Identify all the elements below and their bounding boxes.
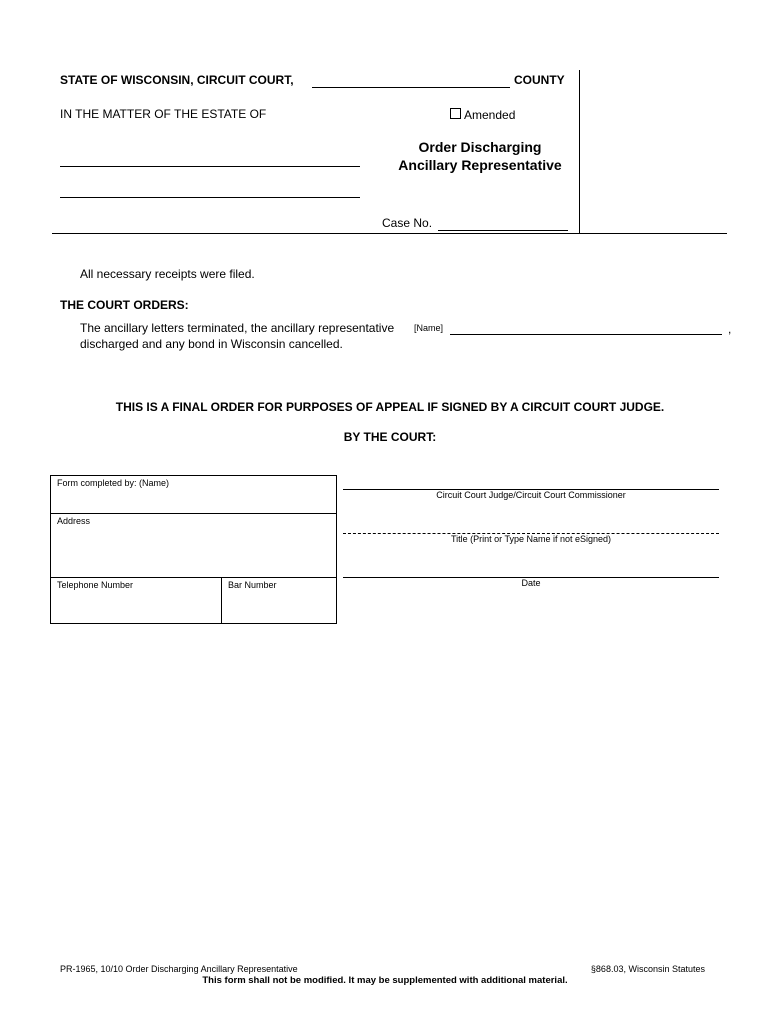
- amended-label: Amended: [464, 108, 516, 122]
- preparer-divider-1: [50, 513, 337, 514]
- statute-reference: §868.03, Wisconsin Statutes: [590, 964, 705, 974]
- by-the-court-label: BY THE COURT:: [343, 430, 437, 444]
- bar-number-label: Bar Number: [228, 580, 277, 590]
- judge-signature-label: Circuit Court Judge/Circuit Court Commissioner: [436, 490, 626, 500]
- bar-number-input[interactable]: [228, 598, 330, 612]
- decedent-name-input[interactable]: [60, 152, 360, 167]
- modification-notice: This form shall not be modified. It may be supplemented with additional material.: [202, 975, 568, 986]
- date-label: Date: [521, 578, 541, 588]
- receipts-statement: All necessary receipts were filed.: [80, 267, 255, 281]
- amended-checkbox[interactable]: [450, 108, 461, 119]
- address-label: Address: [57, 516, 91, 526]
- county-name-input[interactable]: [312, 73, 510, 88]
- order-comma: ,: [728, 322, 732, 336]
- order-text-line1: The ancillary letters terminated, the ancillary representative: [80, 321, 395, 335]
- representative-name-input[interactable]: [450, 320, 722, 335]
- name-tag: [Name]: [414, 323, 444, 333]
- case-number-label: Case No.: [382, 216, 433, 230]
- preparer-name-input[interactable]: [57, 492, 329, 506]
- county-label: COUNTY: [514, 73, 565, 87]
- court-orders-heading: THE COURT ORDERS:: [60, 298, 189, 312]
- final-order-notice: THIS IS A FINAL ORDER FOR PURPOSES OF APPEAL IF SIGNED BY A CIRCUIT COURT JUDGE.: [115, 400, 665, 414]
- form-title-line1: Order Discharging: [418, 139, 542, 155]
- decedent-name-input-2[interactable]: [60, 183, 360, 198]
- form-completed-by-label: Form completed by: (Name): [57, 478, 170, 488]
- order-text-line2: discharged and any bond in Wisconsin cancelled.: [80, 337, 343, 351]
- preparer-divider-2: [50, 577, 337, 578]
- preparer-divider-vertical: [221, 577, 222, 624]
- caption-bottom-rule: [52, 233, 727, 234]
- state-court-label: STATE OF WISCONSIN, CIRCUIT COURT,: [60, 73, 294, 87]
- estate-of-label: IN THE MATTER OF THE ESTATE OF: [60, 107, 267, 121]
- telephone-input[interactable]: [57, 598, 215, 612]
- form-id: PR-1965, 10/10 Order Discharging Ancillary Representative: [60, 964, 298, 974]
- title-signature-label: Title (Print or Type Name if not eSigned): [450, 534, 612, 544]
- form-title-line2: Ancillary Representative: [398, 157, 562, 173]
- telephone-label: Telephone Number: [57, 580, 134, 590]
- address-input[interactable]: [57, 532, 329, 546]
- case-number-input[interactable]: [438, 216, 568, 231]
